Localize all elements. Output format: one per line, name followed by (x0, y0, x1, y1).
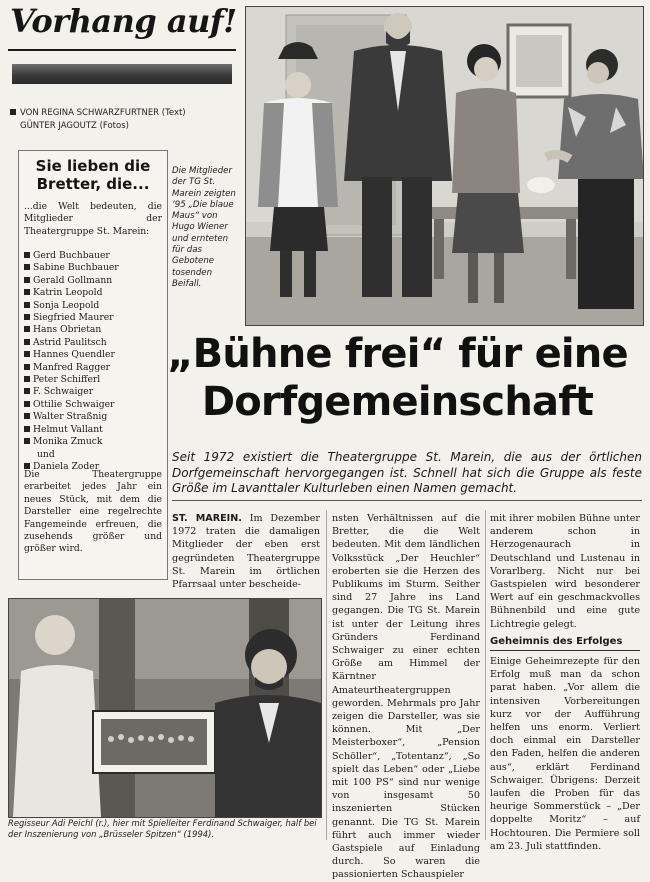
member-list-item (24, 337, 164, 349)
stage-photo (245, 6, 644, 326)
bullet-square-icon (24, 351, 30, 357)
bullet-square-icon (24, 339, 30, 345)
member-list-item (24, 374, 164, 386)
bullet-square-icon (24, 438, 30, 444)
column-rule (485, 510, 486, 840)
bullet-square-icon (24, 302, 30, 308)
member-list-item (24, 312, 164, 324)
member-name: Astrid Paulitsch (33, 336, 107, 348)
column-rule (326, 510, 327, 840)
article-column-1 (172, 512, 320, 591)
member-name: Monika Zmuck (33, 436, 103, 448)
member-list-item (24, 300, 164, 312)
member-name: F. Schwaiger (33, 386, 94, 398)
bullet-square-icon (24, 426, 30, 432)
section-title: Vorhang auf! (10, 2, 237, 40)
member-name: Walter Straßnig (33, 411, 108, 423)
member-list-item (24, 250, 164, 262)
member-list-item (24, 324, 164, 336)
title-bar (12, 64, 232, 84)
member-list-item (24, 436, 164, 448)
bullet-square-icon (24, 252, 30, 258)
member-name: Hannes Quendler (33, 349, 115, 361)
photo-caption-director: Regisseur Adi Peichl (r.), hier mit Spielleiter Ferdinand Schwaiger, half bei der Inszenierung von „Brüsseler Spitzen“ (1994). (8, 818, 317, 840)
sidebar-heading (19, 157, 167, 193)
photo-caption-stage: Die Mitglieder der TG St. Marein zeigten ’95 „Die blaue Maus“ von Hugo Wiener und ernteten für das Gebotene tosenden Beifall. (172, 166, 236, 289)
bullet-square-icon (24, 289, 30, 295)
bullet-square-icon (24, 413, 30, 419)
member-list-item (24, 362, 164, 374)
bullet-square-icon (24, 463, 30, 469)
bullet-square-icon (10, 109, 16, 115)
member-name: Daniela Zoder (33, 460, 100, 472)
byline-photographer: GÜNTER JAGOUTZ (Fotos) (20, 121, 129, 131)
dateline: ST. MAREIN. (172, 513, 242, 524)
bullet-square-icon (24, 264, 30, 270)
member-list-item (24, 349, 164, 361)
bullet-square-icon (24, 364, 30, 370)
member-list-item (24, 411, 164, 423)
bullet-square-icon (24, 326, 30, 332)
article-column-2: nsten Verhältnissen auf die Bretter, die die Welt bedeuten. Mit dem ländlichen Volksstück „Der Heuchler“ eroberten sie die Herzen des Publikums im Sturm. Seither sind 27 Jahre ins Land gegangen. Die TG St. Marein ist unter der Leitung ihres Gründers Ferdinand Schwaiger zu einer echten Größe am Himmel der Kärntner Amateurtheatergruppen geworden. Mehrmals pro Jahr zeigen die Darsteller, was sie können. Mit „Der Meisterboxer“, „Pension Schöller“, „Totentanz“, „So spielt das Leben“ oder „Liebe mit 100 PS“ sind nur wenige von insgesamt 50 inszenierten Stücken genannt. Die TG St. Marein führt auch immer wieder Gastspiele auf Einladung durch. So waren die passionierten Schauspieler (332, 513, 480, 881)
member-list-item (24, 262, 164, 274)
member-list-und: und (37, 448, 55, 460)
member-name: Ottilie Schwaiger (33, 398, 115, 410)
member-name: Sonja Leopold (33, 299, 100, 311)
director-photo (8, 598, 322, 818)
deck-rule (172, 500, 642, 501)
director-photo-image (9, 599, 321, 817)
member-name: Katrin Leopold (33, 287, 103, 299)
subheading: Geheimnis des Erfolges (490, 635, 640, 651)
article-deck: Seit 1972 existiert die Theatergruppe St. Marein, die aus der örtlichen Dorfgemeinschaft hervorgegangen ist. Schnell hat sich die Gruppe als feste Größe im Lavanttaler Kulturleben einen Namen gemacht. (172, 450, 642, 496)
bullet-square-icon (24, 388, 30, 394)
member-list-item (24, 399, 164, 411)
column-1-text: Im Dezember 1972 traten die damaligen Mitglieder der eben erst gegründeten Theatergruppe St. Marein im örtlichen Pfarrsaal unter bescheide- (172, 513, 320, 591)
column-3-text-a: mit ihrer mobilen Bühne unter anderem schon in Herzogenaurach in Deutschland und Lustenau in Vorarlberg. Nicht nur bei Gastspielen wird besonderer Wert auf ein geschmackvolles Bühnenbild und eine gute Lichtregie gelegt. (490, 513, 640, 630)
sidebar-heading-line2: Bretter, die... (36, 175, 150, 193)
headline-line2: Dorfgemeinschaft (201, 379, 594, 425)
member-name: Sabine Buchbauer (33, 262, 119, 274)
byline-author: VON REGINA SCHWARZFURTNER (Text) (20, 108, 186, 118)
title-rule (8, 49, 236, 51)
bullet-square-icon (24, 376, 30, 382)
byline (10, 107, 240, 133)
member-list-item (24, 386, 164, 398)
member-name: Gerald Gollmann (33, 274, 113, 286)
member-name: Hans Obrietan (33, 324, 102, 336)
article-column-3 (490, 512, 640, 853)
bullet-square-icon (24, 277, 30, 283)
bullet-square-icon (24, 314, 30, 320)
member-list-item (24, 287, 164, 299)
column-3-text-b: Einige Geheimrezepte für den Erfolg muß man da schon parat haben. „Vor allem die intensiven Vorbereitungen kurz vor der Aufführung helfen uns enorm. Verliert doch einmal ein Darsteller den Faden, helfen die anderen aus“, erklärt Ferdinand Schwaiger. Übrigens: Derzeit laufen die Proben für das heurige Sommerstück – „Der doppelte Moritz“ – auf Hochtouren. Die Permiere soll am 23. Juli stattfinden. (490, 656, 640, 852)
member-name: Peter Schifferl (33, 374, 101, 386)
member-name: Gerd Buchbauer (33, 250, 110, 261)
sidebar-outro: Die Theatergruppe erarbeitet jedes Jahr ein neues Stück, mit dem die Darsteller eine regelrechte Fangemeinde erfreuen, die zusehends größer und größer wird. (24, 469, 162, 555)
headline-line1: „Bühne frei“ für eine (167, 331, 628, 377)
member-list-item (24, 275, 164, 287)
member-name: Manfred Ragger (33, 361, 111, 373)
member-list (24, 250, 164, 473)
bullet-square-icon (24, 401, 30, 407)
member-name: Helmut Vallant (33, 423, 103, 435)
stage-photo-image (246, 7, 643, 325)
sidebar-box (18, 150, 168, 580)
sidebar-heading-line1: Sie lieben die (35, 157, 151, 175)
member-name: Siegfried Maurer (33, 312, 114, 324)
sidebar-intro: ...die Welt bedeuten, die Mitglieder der Theatergruppe St. Marein: (24, 201, 162, 237)
member-list-item (24, 424, 164, 436)
